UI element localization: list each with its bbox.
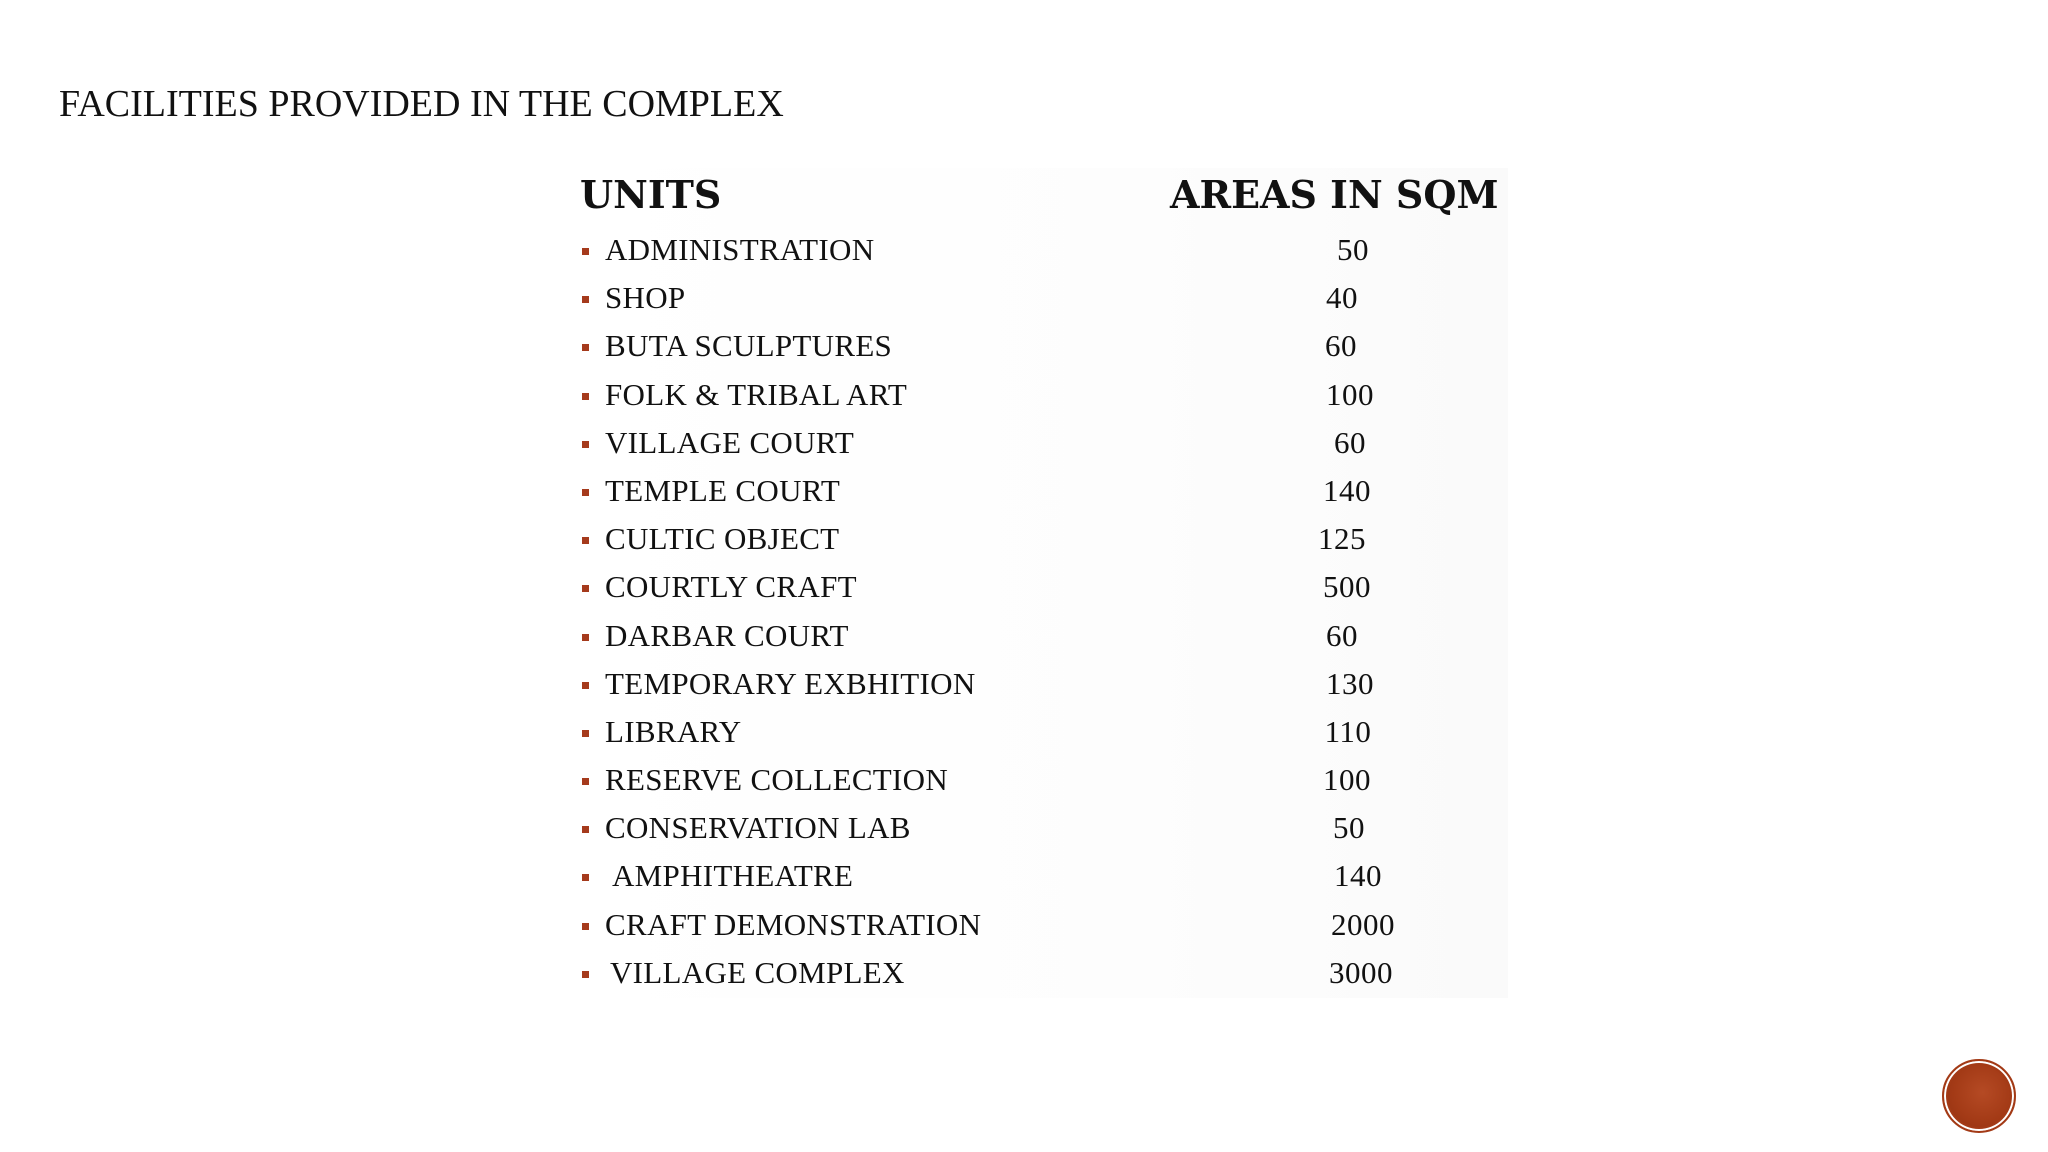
square-bullet-icon: [582, 537, 589, 544]
units-column-header: UNITS: [580, 172, 722, 217]
list-item: [580, 901, 1480, 949]
unit-label: DARBAR COURT: [605, 617, 849, 653]
unit-label: LIBRARY: [605, 713, 742, 749]
unit-label: CRAFT DEMONSTRATION: [605, 906, 982, 942]
area-value: 100: [1326, 376, 1374, 412]
square-bullet-icon: [582, 778, 589, 785]
unit-label: CONSERVATION LAB: [605, 810, 911, 846]
list-item: [580, 660, 1480, 708]
area-value: 50: [1337, 232, 1369, 267]
area-value: 100: [1323, 762, 1371, 798]
area-value: 140: [1334, 858, 1382, 894]
list-item: [580, 612, 1480, 660]
area-value: 2000: [1331, 906, 1395, 942]
area-value: 3000: [1329, 954, 1393, 990]
area-value: 130: [1326, 665, 1374, 701]
area-value: 500: [1323, 569, 1371, 605]
unit-label: VILLAGE COURT: [605, 424, 855, 460]
square-bullet-icon: [582, 344, 589, 351]
list-item: [580, 274, 1480, 322]
facilities-list: [580, 226, 1480, 997]
unit-label: RESERVE COLLECTION: [605, 762, 949, 798]
list-item: [580, 756, 1480, 804]
list-item: [580, 563, 1480, 611]
list-item: [580, 515, 1480, 563]
list-item: [580, 371, 1480, 419]
area-value: 60: [1334, 424, 1366, 460]
square-bullet-icon: [582, 826, 589, 833]
square-bullet-icon: [582, 296, 589, 303]
unit-label: CULTIC OBJECT: [605, 521, 840, 557]
area-value: 140: [1323, 472, 1371, 508]
square-bullet-icon: [582, 874, 589, 881]
area-value: 40: [1326, 280, 1358, 316]
square-bullet-icon: [582, 682, 589, 689]
square-bullet-icon: [582, 634, 589, 641]
unit-label: TEMPLE COURT: [605, 472, 841, 508]
unit-label: AMPHITHEATRE: [612, 858, 854, 894]
list-item: [580, 804, 1480, 852]
square-bullet-icon: [582, 248, 589, 255]
area-value: 60: [1326, 617, 1358, 653]
square-bullet-icon: [582, 489, 589, 496]
list-item: [580, 419, 1480, 467]
square-bullet-icon: [582, 730, 589, 737]
square-bullet-icon: [582, 585, 589, 592]
square-bullet-icon: [582, 923, 589, 930]
list-item: [580, 949, 1480, 997]
list-item: [580, 226, 1480, 274]
area-value: 50: [1333, 810, 1365, 846]
area-value: 60: [1325, 328, 1357, 364]
unit-label: TEMPORARY EXBHITION: [605, 665, 976, 701]
square-bullet-icon: [582, 393, 589, 400]
area-value: 110: [1324, 713, 1372, 749]
slide-title: FACILITIES PROVIDED IN THE COMPLEX: [59, 83, 784, 125]
list-item: [580, 708, 1480, 756]
unit-label: FOLK & TRIBAL ART: [605, 376, 908, 412]
area-value: 125: [1318, 521, 1366, 557]
square-bullet-icon: [582, 971, 589, 978]
areas-column-header: AREAS IN SQM: [1170, 172, 1499, 217]
unit-label: COURTLY CRAFT: [605, 569, 857, 605]
unit-label: ADMINISTRATION: [605, 232, 875, 267]
unit-label: BUTA SCULPTURES: [605, 328, 893, 364]
circle-nav-icon[interactable]: [1942, 1059, 2016, 1133]
square-bullet-icon: [582, 441, 589, 448]
unit-label: SHOP: [605, 280, 686, 316]
unit-label: VILLAGE COMPLEX: [610, 954, 905, 990]
list-item: [580, 322, 1480, 370]
list-item: [580, 852, 1480, 900]
list-item: [580, 467, 1480, 515]
